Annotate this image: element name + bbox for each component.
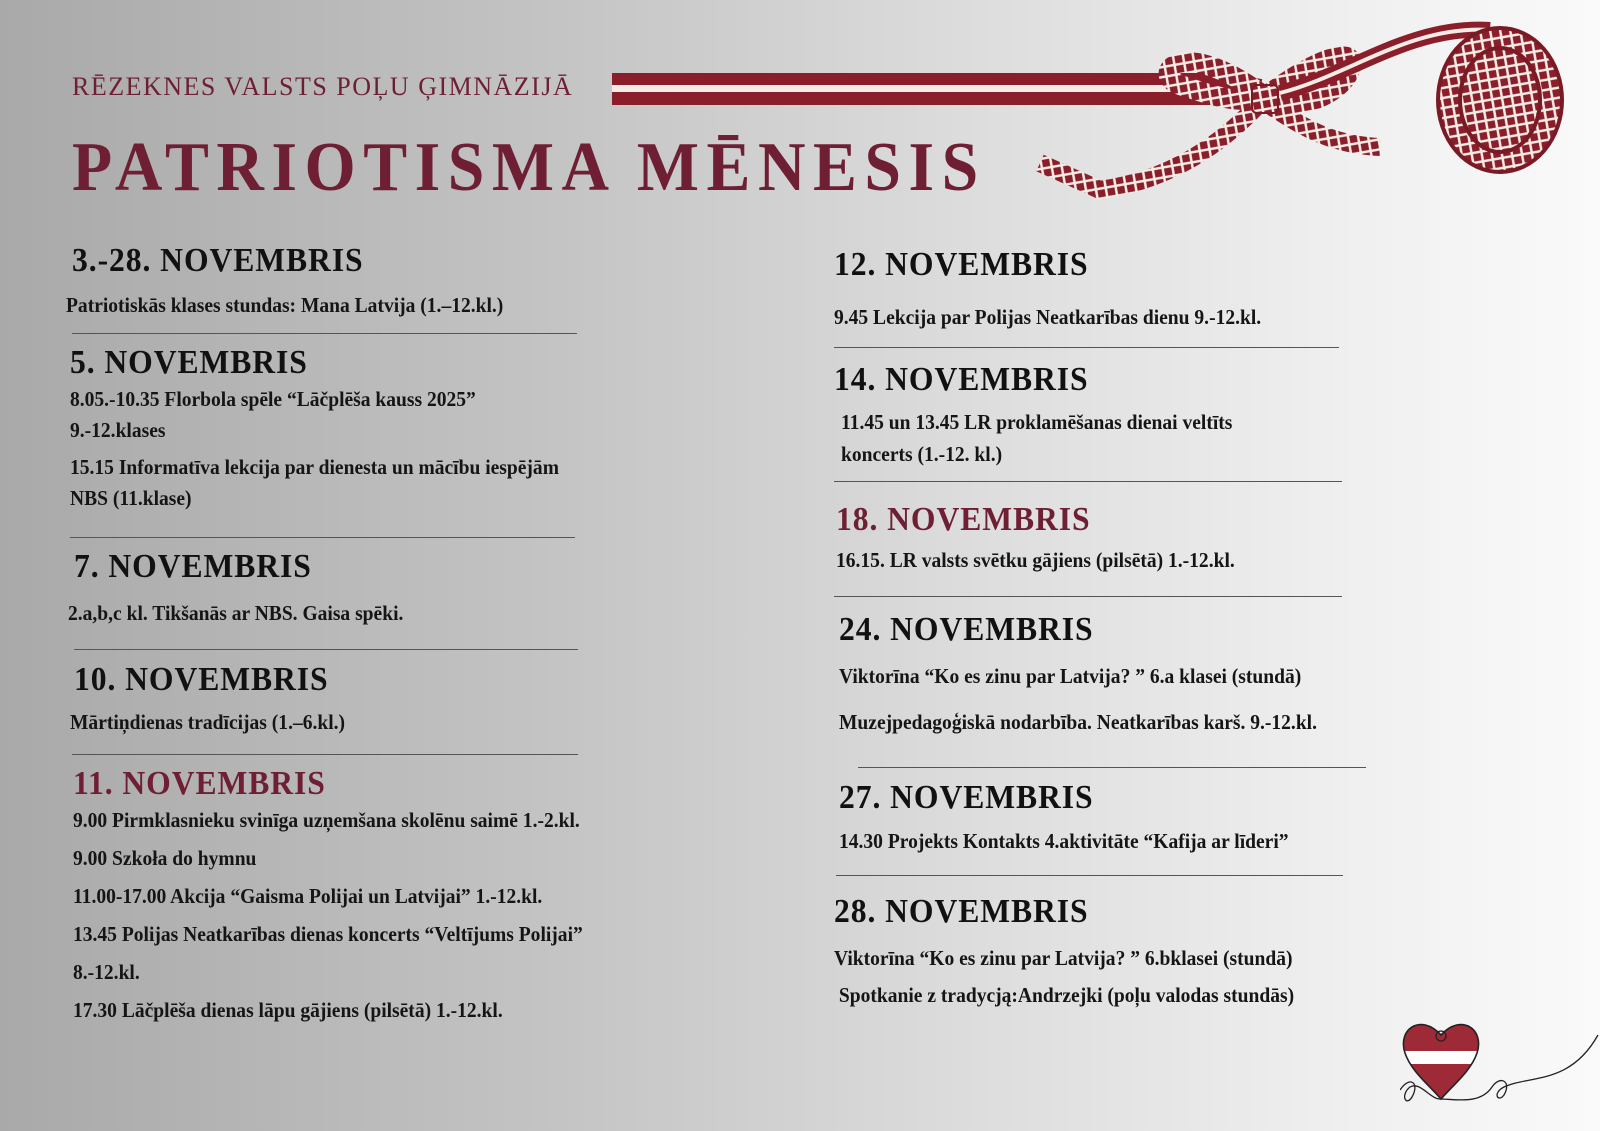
divider (834, 347, 1339, 348)
section-24-november (839, 613, 1353, 734)
event-item: NBS (11.klase) (70, 486, 192, 511)
divider (858, 767, 1366, 768)
section-7-november (68, 548, 429, 625)
section-date: 3.-28. NOVEMBRIS (72, 242, 364, 279)
divider (70, 537, 575, 538)
section-14-november (834, 363, 1262, 466)
event-item: Mārtiņdienas tradīcijas (1.–6.kl.) (70, 710, 346, 734)
event-item: 11.00-17.00 Akcija “Gaisma Polijai un Latvijai” 1.-12.kl. (73, 884, 543, 909)
event-item: Viktorīna “Ko es zinu par Latvija? ” 6.bklasei (stundā) (834, 946, 1293, 970)
section-date: 27. NOVEMBRIS (839, 779, 1094, 816)
section-10-november (70, 661, 366, 734)
ribbon-bow-icon (1030, 15, 1590, 205)
section-11-november (73, 767, 621, 1023)
event-item: Viktorīna “Ko es zinu par Latvija? ” 6.a klasei (stundā) (839, 664, 1302, 688)
event-item: 9.00 Pirmklasnieku svinīga uzņemšana skolēnu saimē 1.-2.kl. (73, 808, 580, 832)
event-item: 9.45 Lekcija par Polijas Neatkarības dienu 9.-12.kl. (834, 305, 1262, 329)
event-item: 15.15 Informatīva lekcija par dienesta un mācību iespējām (70, 455, 559, 480)
event-item: 9.00 Szkoła do hymnu (73, 846, 257, 871)
section-5-november (70, 346, 596, 510)
latvian-flag-heart-icon (1400, 1015, 1600, 1130)
event-item: 14.30 Projekts Kontakts 4.aktivitāte “Kafija ar līderi” (839, 829, 1289, 853)
event-item: 17.30 Lāčplēša dienas lāpu gājiens (pilsētā) 1.-12.kl. (73, 998, 503, 1023)
page-title: PATRIOTISMA MĒNESIS (72, 129, 986, 206)
event-item: 11.45 un 13.45 LR proklamēšanas dienai veltīts (841, 410, 1233, 434)
section-28-november (834, 895, 1329, 1007)
event-item: 2.a,b,c kl. Tikšanās ar NBS. Gaisa spēki. (68, 601, 404, 625)
event-item: koncerts (1.-12. kl.) (841, 442, 1003, 467)
section-27-november (839, 781, 1322, 853)
event-item: 8.-12.kl. (73, 960, 140, 985)
event-item: Patriotiskās klases stundas: Mana Latvija (1.–12.kl.) (66, 293, 504, 317)
divider (74, 649, 578, 650)
section-date: 10. NOVEMBRIS (74, 661, 329, 698)
section-date: 14. NOVEMBRIS (834, 361, 1089, 398)
section-date: 24. NOVEMBRIS (839, 611, 1094, 648)
divider (834, 481, 1342, 482)
divider (72, 754, 578, 755)
section-date: 5. NOVEMBRIS (70, 344, 308, 381)
event-item: 13.45 Polijas Neatkarības dienas koncerts “Veltījums Polijai” (73, 922, 583, 947)
section-12-november (834, 248, 1293, 329)
event-item: Spotkanie z tradycją:Andrzejki (poļu valodas stundās) (834, 983, 1295, 1008)
event-item: 16.15. LR valsts svētku gājiens (pilsētā) 1.-12.kl. (836, 548, 1235, 572)
divider (836, 875, 1343, 876)
event-item: Muzejpedagoģiskā nodarbība. Neatkarības karš. 9.-12.kl. (839, 710, 1317, 735)
event-item: 9.-12.klases (70, 418, 166, 443)
section-date: 18. NOVEMBRIS (836, 501, 1091, 538)
section-date: 12. NOVEMBRIS (834, 246, 1089, 283)
section-3-28-november (66, 242, 536, 317)
section-date: 11. NOVEMBRIS (73, 765, 326, 802)
school-name: RĒZEKNES VALSTS POĻU ĢIMNĀZIJĀ (72, 72, 574, 101)
section-18-november (836, 503, 1265, 572)
divider (72, 333, 577, 334)
divider (834, 596, 1342, 597)
event-item: 8.05.-10.35 Florbola spēle “Lāčplēša kauss 2025” (70, 387, 476, 411)
section-date: 28. NOVEMBRIS (834, 893, 1089, 930)
section-date: 7. NOVEMBRIS (74, 548, 312, 585)
